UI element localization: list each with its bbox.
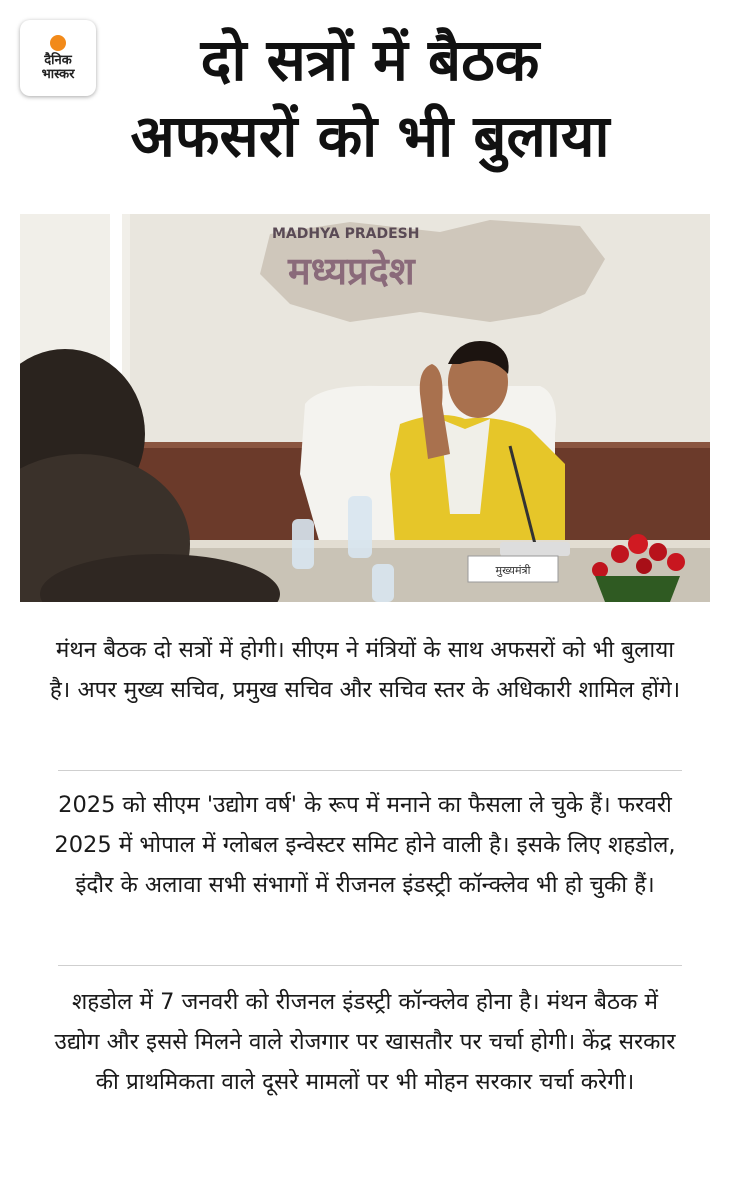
headline-line1: दो सत्रों में बैठक [200,26,540,94]
paragraph-3: शहडोल में 7 जनवरी को रीजनल इंडस्ट्री कॉन्क्लेव होना है। मंथन बैठक में उद्योग और इससे मिलने वाले रोजगार पर खासतौर पर चर्चा होगी। केंद्र सरकार की प्राथमिकता वाले दूसरे मामलों पर भी मोहन सरकार चर्चा करेगी। [54,989,676,1095]
logo-text-line2: भास्कर [41,66,75,82]
nameplate-text: मुख्यमंत्री [495,564,531,577]
backdrop-text-hindi: मध्यप्रदेश [288,249,415,293]
headline [0,22,730,174]
headline-line2: अफसरों को भी बुलाया [130,102,610,170]
meeting-scene-illustration [20,214,710,602]
backdrop-text-english: MADHYA PRADESH [272,226,420,242]
divider [58,965,682,966]
news-photo [20,214,710,602]
logo-text-line1: दैनिक [44,52,72,68]
divider [58,770,682,771]
paragraph-1: मंथन बैठक दो सत्रों में होगी। सीएम ने मंत्रियों के साथ अफसरों को भी बुलाया है। अपर मुख्य सचिव, प्रमुख सचिव और सचिव स्तर के अधिकारी शामिल होंगे। [49,637,681,703]
paragraph-2: 2025 को सीएम 'उद्योग वर्ष' के रूप में मनाने का फैसला ले चुके हैं। फरवरी 2025 में भोपाल में ग्लोबल इन्वेस्टर समिट होने वाली है। इसके लिए शहडोल, इंदौर के अलावा सभी संभागों में रीजनल इंडस्ट्री कॉन्क्लेव भी हो चुकी हैं। [54,792,676,898]
